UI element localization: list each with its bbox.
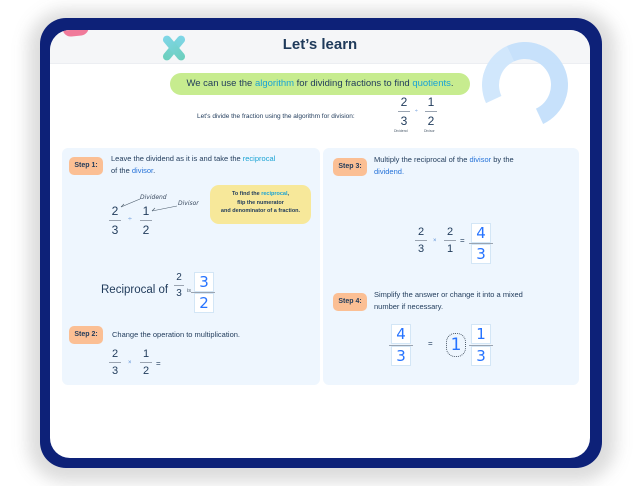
intro-divisor-fraction (425, 95, 437, 128)
step-2-instruction: Change the operation to multiplication. (112, 330, 240, 339)
divide-sign: ÷ (415, 108, 418, 114)
numerator: 1 (142, 348, 150, 360)
steps-1-2-panel (62, 148, 320, 385)
equals-sign: = (428, 339, 433, 348)
step-text: Leave the dividend as it is and take the (111, 154, 243, 163)
note-text: , (287, 191, 290, 197)
step-text: Simplify the answer or change it into a mixed (374, 290, 523, 299)
reciprocal-label: Reciprocal of (101, 284, 169, 296)
page-title: Let’s learn (282, 36, 358, 53)
multiply-sign: × (128, 360, 132, 366)
fraction-bar (109, 220, 121, 221)
fraction-bar (444, 240, 456, 241)
divide-sign: ÷ (128, 216, 132, 223)
fraction-bar (415, 240, 427, 241)
step-text: Multiply the reciprocal of the (374, 155, 470, 164)
step-3-left-fraction (415, 226, 427, 255)
note-text: To find the (231, 191, 262, 197)
handwritten-label-dividend: Dividend (140, 194, 167, 201)
improper-numerator-input[interactable]: 4 (391, 324, 411, 344)
keyword-dividend: dividend. (374, 167, 405, 176)
intro-dividend-fraction (398, 95, 410, 128)
denominator: 3 (176, 288, 182, 299)
keyword-quotients: quotients (412, 78, 451, 89)
is-label: is (187, 288, 191, 294)
step-3-instruction (374, 154, 574, 178)
keyword-algorithm: algorithm (254, 78, 295, 89)
step-text: number if necessary. (374, 302, 444, 311)
step-2-right-fraction (140, 348, 152, 377)
step-1-divisor-fraction (140, 204, 152, 237)
step-text: of the (111, 166, 132, 175)
numerator: 2 (417, 226, 425, 238)
numerator: 2 (176, 272, 182, 283)
banner-text: . (450, 78, 454, 89)
denominator: 2 (142, 365, 150, 377)
equals-sign: = (156, 359, 161, 368)
denominator: 1 (446, 243, 454, 255)
mixed-numerator-input[interactable]: 1 (471, 324, 491, 344)
denominator: 3 (417, 243, 425, 255)
divisor-caption: Divisor (424, 129, 435, 133)
step-3-right-fraction (444, 226, 456, 255)
step-2-left-fraction (109, 348, 121, 377)
denominator: 2 (427, 114, 435, 128)
product-numerator-input[interactable]: 4 (471, 223, 491, 243)
numerator: 2 (446, 226, 454, 238)
step-4-instruction (374, 289, 574, 313)
reciprocal-numerator-input[interactable]: 3 (194, 272, 214, 292)
numerator: 2 (400, 95, 408, 109)
lesson-screen (50, 30, 590, 458)
denominator: 3 (111, 365, 119, 377)
reciprocal-tip-note (210, 185, 311, 224)
keyword-divisor: divisor (131, 166, 154, 175)
numerator: 1 (427, 95, 435, 109)
numerator: 1 (142, 204, 150, 218)
keyword-reciprocal: reciprocal (242, 154, 276, 163)
denominator: 3 (400, 114, 408, 128)
dividend-caption: Dividend (394, 129, 408, 133)
step-4-badge: Step 4: (333, 293, 367, 311)
step-2-badge: Step 2: (69, 326, 103, 344)
fraction-bar (140, 362, 152, 363)
multiply-sign: × (433, 238, 437, 244)
header-bar (50, 30, 590, 64)
step-text: by the (491, 155, 514, 164)
banner-text: We can use the (186, 78, 255, 89)
banner-text: for dividing fractions to find (294, 78, 413, 89)
note-text: flip the numerator (237, 199, 284, 206)
equals-sign: = (460, 236, 465, 245)
pointer-arrows-icon (116, 196, 196, 216)
reciprocal-source-fraction (174, 272, 184, 299)
step-1-dividend-fraction (109, 204, 121, 237)
numerator: 2 (111, 204, 119, 218)
whole-number-input[interactable]: 1 (446, 333, 466, 357)
denominator: 3 (111, 223, 119, 237)
keyword-divisor: divisor (469, 155, 492, 164)
step-1-instruction (111, 153, 316, 177)
handwritten-label-divisor: Divisor (178, 200, 199, 207)
fraction-bar (174, 285, 184, 286)
fraction-bar (398, 111, 410, 112)
keyword-reciprocal: reciprocal (261, 191, 288, 197)
note-text: and denominator of a fraction. (220, 208, 301, 214)
fraction-bar (140, 220, 152, 221)
step-3-badge: Step 3: (333, 158, 367, 176)
reciprocal-denominator-input[interactable]: 2 (194, 293, 214, 313)
step-1-badge: Step 1: (69, 157, 103, 175)
fraction-bar (109, 362, 121, 363)
key-idea-banner (170, 73, 470, 95)
numerator: 2 (111, 348, 119, 360)
denominator: 2 (142, 223, 150, 237)
fraction-bar (425, 111, 437, 112)
product-denominator-input[interactable]: 3 (471, 244, 491, 264)
step-text: . (153, 166, 156, 175)
mixed-denominator-input[interactable]: 3 (471, 346, 491, 366)
improper-denominator-input[interactable]: 3 (391, 346, 411, 366)
intro-text: Let's divide the fraction using the algorithm for division: (197, 113, 355, 120)
